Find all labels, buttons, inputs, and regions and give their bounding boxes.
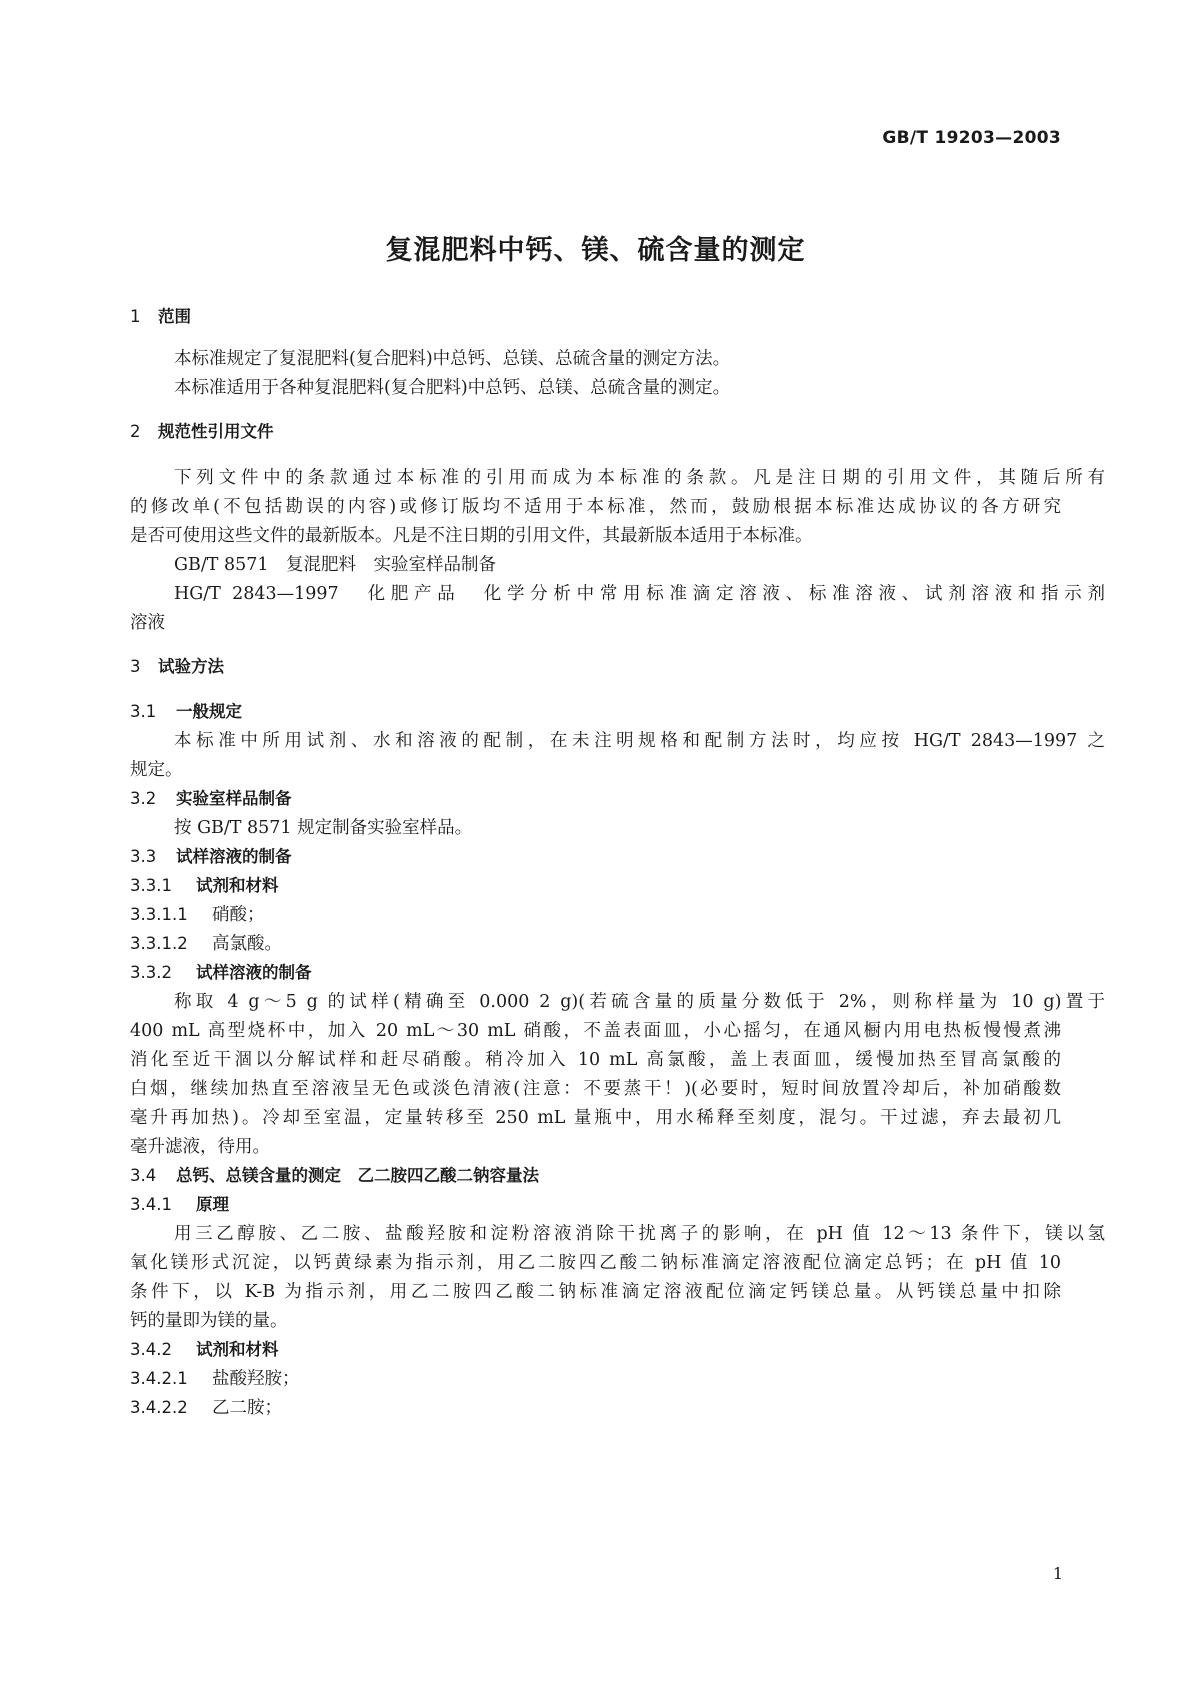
scope-paragraph-2: 本标准适用于各种复混肥料(复合肥料)中总钙、总镁、总硫含量的测定。 [174,378,731,398]
lab-sample-paragraph: 按 GB/T 8571 规定制备实验室样品。 [174,818,473,838]
sample-prep-line-4: 白烟，继续加热直至溶液呈无色或淡色清液(注意：不要蒸干！)(必要时，短时间放置冷却后，补加硝酸数 [130,1079,1061,1099]
section-number: 3.1 [130,702,157,721]
section-3-4-heading [130,1161,1061,1191]
item-text: 乙二胺； [212,1398,282,1418]
general-rules-line-1: 本标准中所用试剂、水和溶液的配制，在未注明规格和配制方法时，均应按 HG/T 2843—1997 之 [174,731,1105,751]
section-3-3-1-heading [130,871,1061,901]
section-3-heading [130,652,1061,682]
item-text: 盐酸羟胺； [212,1369,300,1389]
section-title: 原理 [196,1195,229,1214]
section-title: 试样溶液的制备 [196,963,312,982]
sample-prep-line-3: 消化至近干涸以分解试样和赶尽硝酸。稍冷加入 10 mL 高氯酸，盖上表面皿，缓慢加热至冒高氯酸的 [130,1050,1061,1070]
section-title: 范围 [158,307,191,326]
section-title: 实验室样品制备 [176,789,292,808]
principle-line-4: 钙的量即为镁的量。 [130,1311,288,1331]
section-number: 3.3.2 [130,963,172,982]
reference-hg-t-2843-line-2: 溶液 [130,613,165,633]
section-3-3-2-heading [130,958,1061,988]
section-title: 试样溶液的制备 [176,847,292,866]
references-paragraph-line-1: 下列文件中的条款通过本标准的引用而成为本标准的条款。凡是注日期的引用文件，其随后所有 [174,468,1105,488]
item-text: 硝酸； [212,905,265,925]
section-number: 3.3.1 [130,876,172,895]
section-number: 1 [130,307,141,326]
principle-line-3: 条件下，以 K-B 为指示剂，用乙二胺四乙酸二钠标准滴定溶液配位滴定钙镁总量。从钙镁总量中扣除 [130,1282,1061,1302]
section-number: 3.2 [130,789,157,808]
section-title: 试剂和材料 [196,876,279,895]
sample-prep-line-1: 称取 4 g～5 g 的试样(精确至 0.000 2 g)(若硫含量的质量分数低于 2%，则称样量为 10 g)置于 [174,992,1105,1012]
scope-paragraph-1: 本标准规定了复混肥料(复合肥料)中总钙、总镁、总硫含量的测定方法。 [174,349,731,369]
section-3-1-heading [130,697,1061,727]
section-number: 3.4 [130,1166,157,1185]
section-title: 一般规定 [176,702,242,721]
item-number: 3.3.1.2 [130,934,188,953]
item-number: 3.3.1.1 [130,905,188,924]
general-rules-line-2: 规定。 [130,760,183,780]
section-number: 2 [130,422,141,441]
principle-line-2: 氧化镁形式沉淀，以钙黄绿素为指示剂，用乙二胺四乙酸二钠标准滴定溶液配位滴定总钙；在 pH 值 10 [130,1253,1061,1273]
section-title: 总钙、总镁含量的测定 乙二胺四乙酸二钠容量法 [176,1166,539,1185]
principle-line-1: 用三乙醇胺、乙二胺、盐酸羟胺和淀粉溶液消除干扰离子的影响，在 pH 值 12～13 条件下，镁以氢 [174,1224,1105,1244]
section-3-4-2-heading [130,1335,1061,1365]
item-number: 3.4.2.1 [130,1369,188,1388]
section-number: 3 [130,657,141,676]
section-number: 3.4.1 [130,1195,172,1214]
page-number: 1 [1052,1564,1063,1583]
reagent-item-ethylenediamine [130,1393,1061,1423]
reference-hg-t-2843-line-1: HG/T 2843—1997 化肥产品 化学分析中常用标准滴定溶液、标准溶液、试剂溶液和指示剂 [174,584,1105,604]
references-paragraph-line-3: 是否可使用这些文件的最新版本。凡是不注日期的引用文件，其最新版本适用于本标准。 [130,526,813,546]
sample-prep-line-2: 400 mL 高型烧杯中，加入 20 mL～30 mL 硝酸，不盖表面皿，小心摇匀，在通风橱内用电热板慢慢煮沸 [130,1021,1061,1041]
section-title: 规范性引用文件 [158,422,274,441]
sample-prep-line-6: 毫升滤液，待用。 [130,1137,270,1157]
item-text: 高氯酸。 [212,934,282,954]
reference-gb-t-8571: GB/T 8571 复混肥料 实验室样品制备 [174,555,497,575]
standard-code: GB/T 19203—2003 [882,128,1061,148]
section-title: 试剂和材料 [196,1340,279,1359]
section-3-3-heading [130,842,1061,872]
references-paragraph-line-2: 的修改单(不包括勘误的内容)或修订版均不适用于本标准，然而，鼓励根据本标准达成协议的各方研究 [130,497,1061,517]
sample-prep-line-5: 毫升再加热)。冷却至室温，定量转移至 250 mL 量瓶中，用水稀释至刻度，混匀。干过滤，弃去最初几 [130,1108,1061,1128]
section-2-heading [130,417,1061,447]
section-number: 3.3 [130,847,157,866]
reagent-item-nitric-acid [130,900,1061,930]
reagent-item-hydroxylamine [130,1364,1061,1394]
section-3-2-heading [130,784,1061,814]
section-number: 3.4.2 [130,1340,172,1359]
item-number: 3.4.2.2 [130,1398,188,1417]
section-1-heading [130,302,1061,332]
section-title: 试验方法 [158,657,224,676]
reagent-item-perchloric-acid [130,929,1061,959]
section-3-4-1-heading [130,1190,1061,1220]
document-title: 复混肥料中钙、镁、硫含量的测定 [385,235,806,266]
